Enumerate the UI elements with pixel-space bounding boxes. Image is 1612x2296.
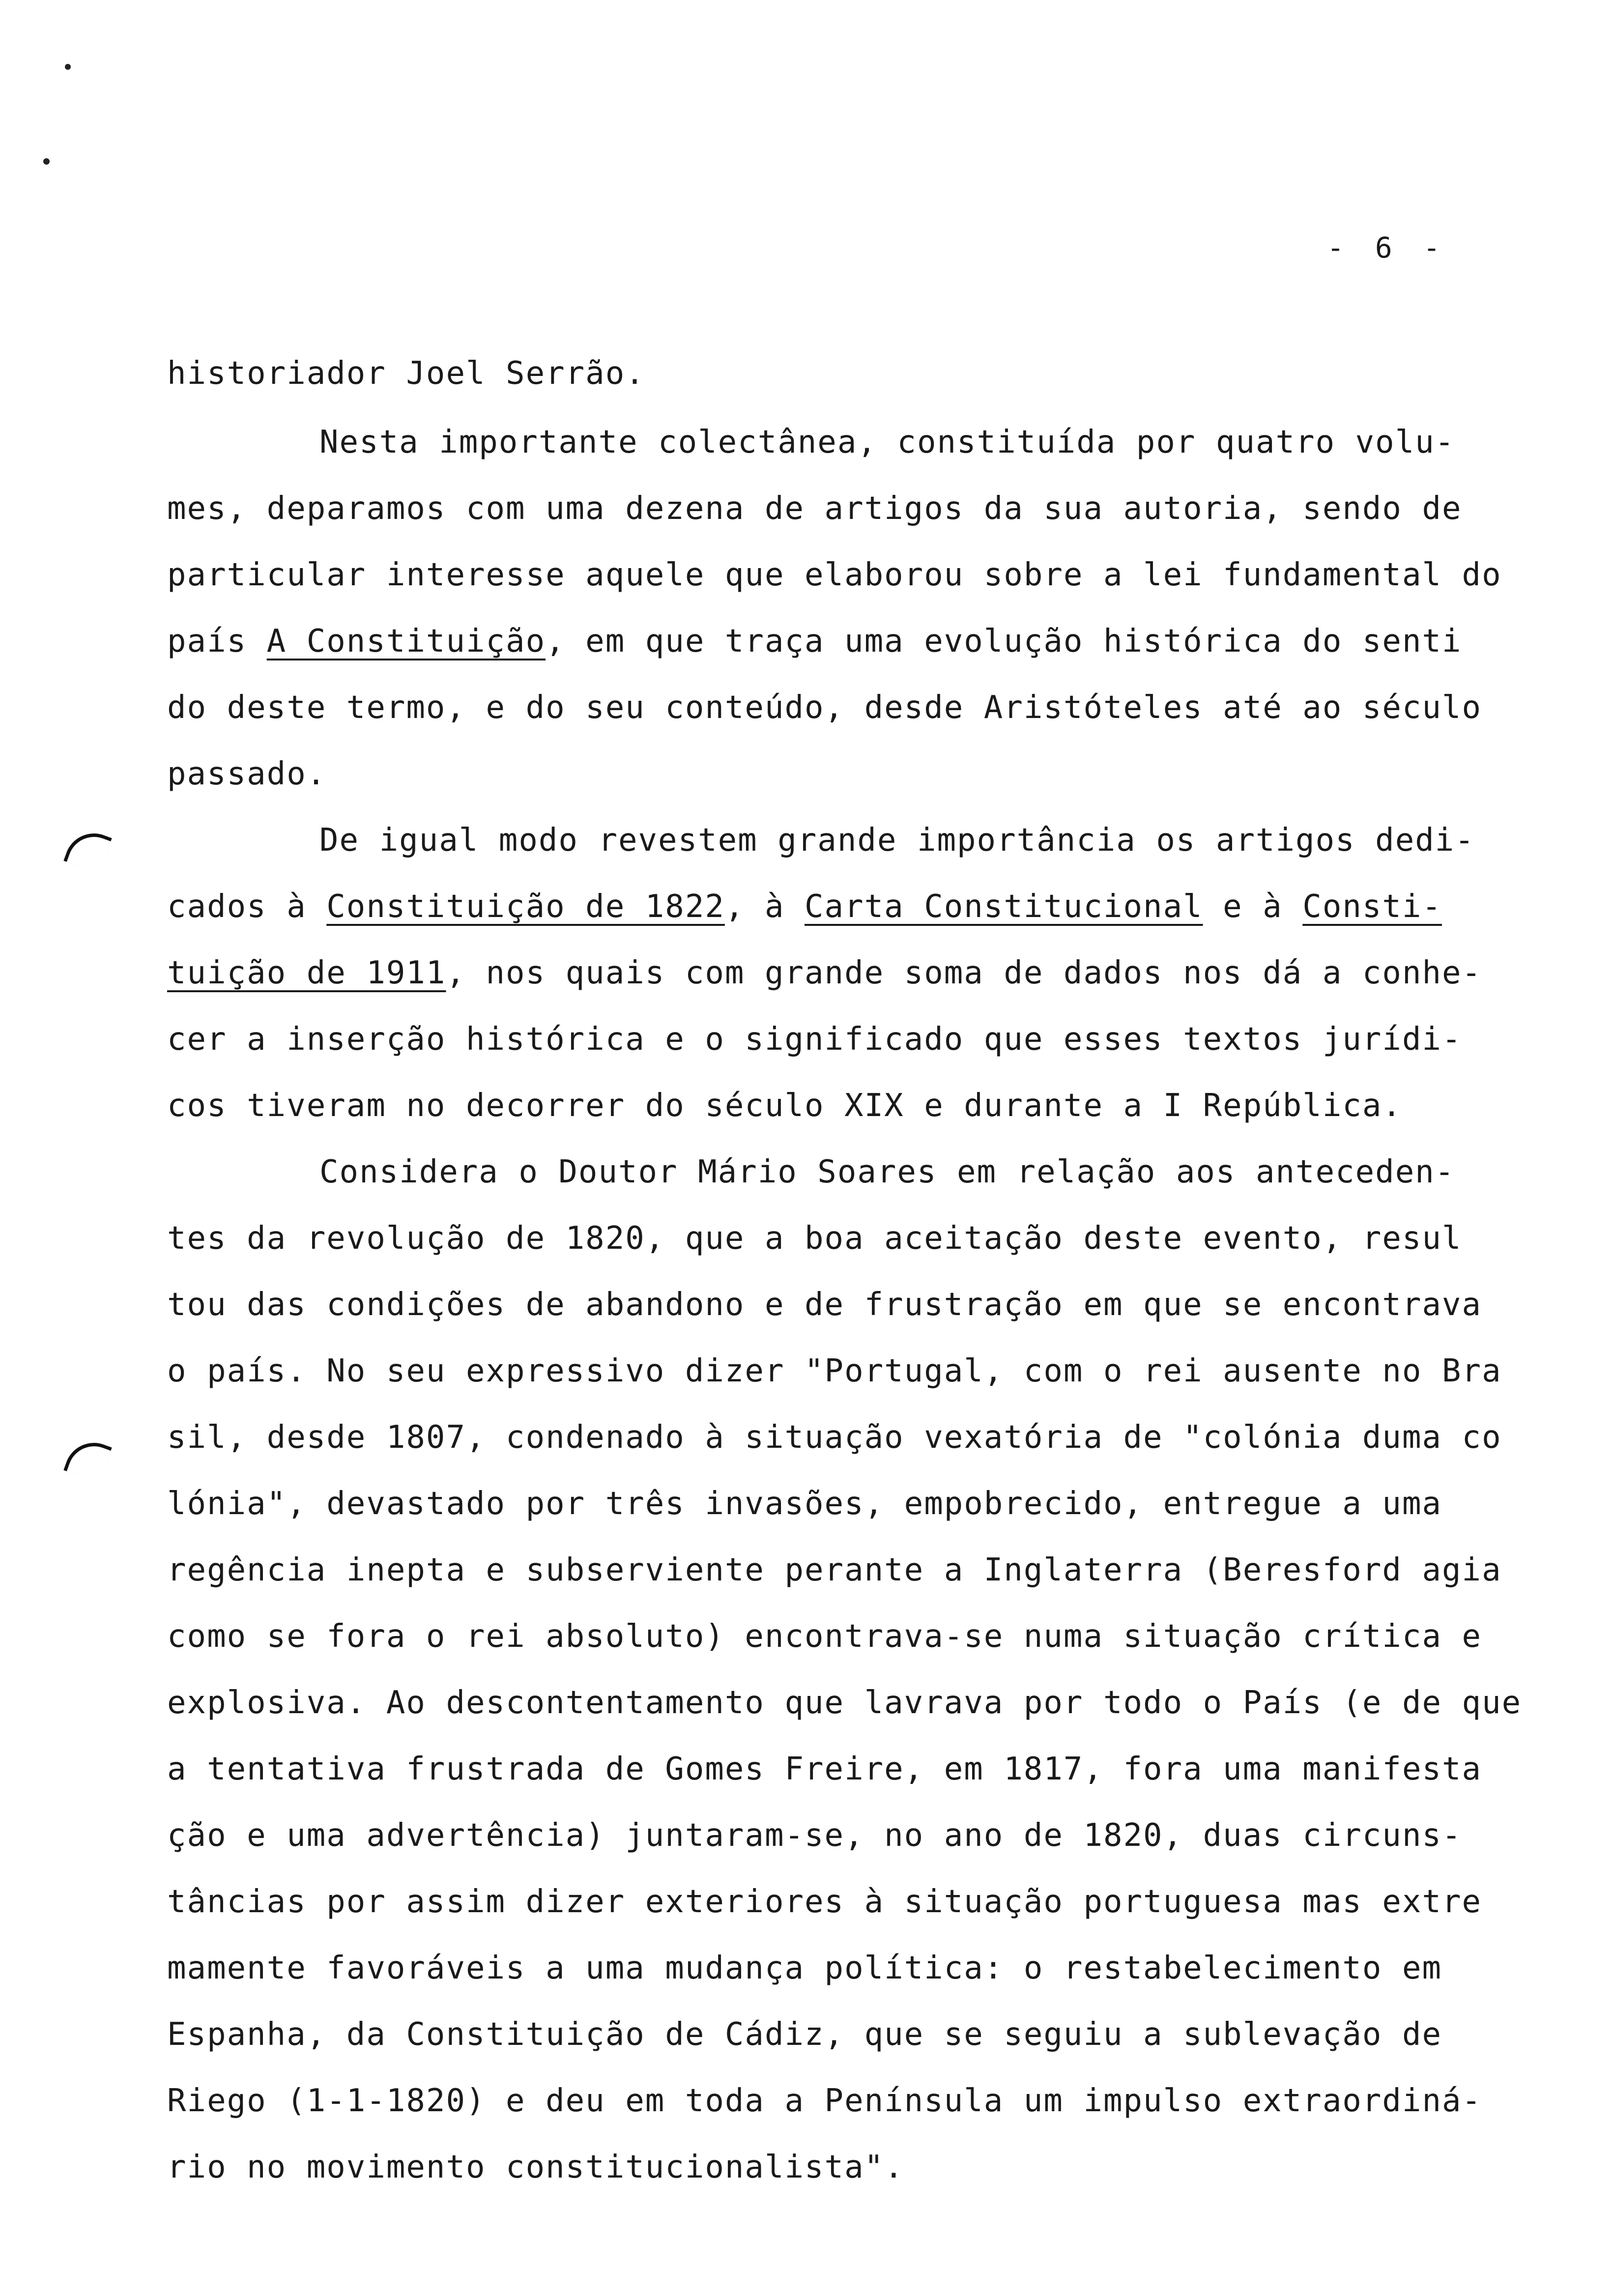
text-run: e à xyxy=(1203,889,1303,925)
text-line: o país. No seu expressivo dizer "Portugal, com o rei ausente no Bra xyxy=(167,1353,1502,1389)
underlined-title: tuição de 1911 xyxy=(167,955,446,991)
underlined-title: Constituição de 1822 xyxy=(326,889,725,925)
scan-speck xyxy=(43,158,50,165)
text-line: cos tiveram no decorrer do século XIX e durante a I República. xyxy=(167,1088,1402,1124)
text-line: regência inepta e subserviente perante a Inglaterra (Beresford agia xyxy=(167,1552,1502,1588)
text-line: De igual modo revestem grande importância os artigos dedi- xyxy=(319,822,1475,859)
text-line: tou das condições de abandono e de frustração em que se encontrava xyxy=(167,1287,1482,1323)
text-line: Nesta importante colectânea, constituída por quatro volu- xyxy=(319,424,1455,460)
text-run: , à xyxy=(724,889,805,925)
text-line: Espanha, da Constituição de Cádiz, que se seguiu a sublevação de xyxy=(167,2016,1442,2053)
text-line: a tentativa frustrada de Gomes Freire, em 1817, fora uma manifesta xyxy=(167,1751,1482,1787)
text-line: Considera o Doutor Mário Soares em relação aos anteceden- xyxy=(319,1154,1455,1190)
text-line: como se fora o rei absoluto) encontrava-se numa situação crítica e xyxy=(167,1618,1482,1655)
text-line xyxy=(167,887,1465,926)
text-run: , nos quais com grande soma de dados nos dá a conhe- xyxy=(446,955,1482,991)
text-line: mamente favoráveis a uma mudança política: o restabelecimento em xyxy=(167,1950,1442,1986)
underlined-title: A Constituição xyxy=(266,623,546,660)
punch-hole-mark xyxy=(63,825,112,874)
text-line: passado. xyxy=(167,756,327,792)
scan-speck xyxy=(65,64,71,70)
text-run: , em que traça uma evolução histórica do senti xyxy=(546,623,1462,660)
punch-hole-mark xyxy=(63,1435,112,1483)
underlined-title: Consti- xyxy=(1302,889,1442,925)
page-number: - 6 - xyxy=(1327,231,1447,264)
text-line: ção e uma advertência) juntaram-se, no ano de 1820, duas circuns- xyxy=(167,1817,1462,1854)
text-line: rio no movimento constitucionalista". xyxy=(167,2149,904,2185)
text-line: tes da revolução de 1820, que a boa aceitação deste evento, resul xyxy=(167,1220,1462,1257)
text-line: sil, desde 1807, condenado à situação vexatória de "colónia duma co xyxy=(167,1419,1502,1456)
text-line xyxy=(167,622,1465,661)
text-line: tâncias por assim dizer exteriores à situação portuguesa mas extre xyxy=(167,1884,1482,1920)
text-line: cer a inserção histórica e o significado que esses textos jurídi- xyxy=(167,1021,1462,1058)
text-line: mes, deparamos com uma dezena de artigos da sua autoria, sendo de xyxy=(167,490,1462,527)
text-line: Riego (1-1-1820) e deu em toda a Península um impulso extraordiná- xyxy=(167,2083,1482,2119)
text-line: particular interesse aquele que elaborou sobre a lei fundamental do xyxy=(167,557,1502,593)
text-run: país xyxy=(167,623,267,660)
text-line xyxy=(167,953,1482,993)
text-line: explosiva. Ao descontentamento que lavrava por todo o País (e de que xyxy=(167,1685,1522,1721)
text-line: historiador Joel Serrão. xyxy=(167,355,645,392)
text-line: lónia", devastado por três invasões, empobrecido, entregue a uma xyxy=(167,1486,1442,1522)
underlined-title: Carta Constitucional xyxy=(805,889,1203,925)
text-line: do deste termo, e do seu conteúdo, desde Aristóteles até ao século xyxy=(167,689,1482,726)
text-run: cados à xyxy=(167,889,327,925)
